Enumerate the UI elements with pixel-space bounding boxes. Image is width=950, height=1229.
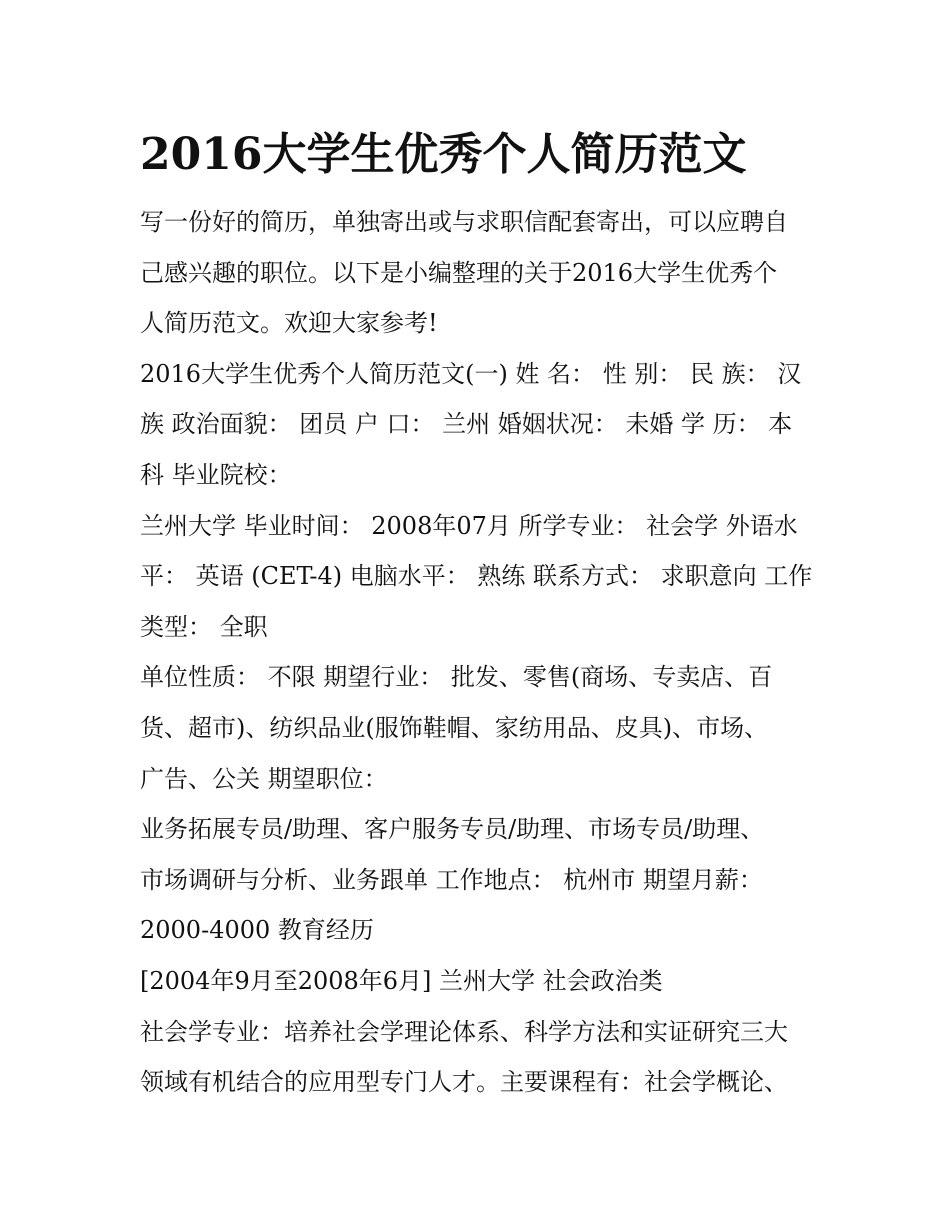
paragraph — [140, 1015, 820, 1116]
paragraph — [140, 660, 820, 812]
text-line: 兰州大学 毕业时间： 2008年07月 所学专业： 社会学 外语水 — [140, 511, 798, 540]
text-line: 领域有机结合的应用型专门人才。主要课程有：社会学概论、 — [140, 1068, 788, 1097]
paragraph — [140, 509, 820, 661]
document-body — [140, 205, 820, 1116]
text-line: 类型： 全职 — [140, 612, 268, 641]
text-line: 己感兴趣的职位。以下是小编整理的关于2016大学生优秀个 — [140, 258, 778, 287]
paragraph — [140, 812, 820, 964]
text-line: 2016大学生优秀个人简历范文(一) 姓 名： 性 别： 民 族： 汉 — [140, 359, 802, 388]
text-line: 写一份好的简历，单独寄出或与求职信配套寄出，可以应聘自 — [140, 208, 788, 236]
paragraph — [140, 357, 820, 509]
text-line: 族 政治面貌： 团员 户 口： 兰州 婚姻状况： 未婚 学 历： 本 — [140, 410, 793, 439]
text-line: 货、超市)、纺织品业(服饰鞋帽、家纺用品、皮具)、市场、 — [140, 713, 769, 742]
text-line: 2000-4000 教育经历 — [140, 916, 374, 945]
text-line: 广告、公关 期望职位： — [140, 764, 388, 793]
text-line: 人简历范文。欢迎大家参考! — [140, 309, 438, 338]
text-line: [2004年9月至2008年6月] 兰州大学 社会政治类 — [140, 966, 663, 995]
paragraph — [140, 964, 820, 1015]
text-line: 科 毕业院校： — [140, 460, 292, 489]
text-line: 社会学专业：培养社会学理论体系、科学方法和实证研究三大 — [140, 1017, 788, 1046]
text-line: 市场调研与分析、业务跟单 工作地点： 杭州市 期望月薪： — [140, 865, 763, 894]
paragraph — [140, 205, 820, 357]
text-line: 单位性质： 不限 期望行业： 批发、零售(商场、专卖店、百 — [140, 663, 773, 692]
document-title: 2016大学生优秀个人简历范文 — [140, 129, 747, 180]
text-line: 平： 英语 (CET-4) 电脑水平： 熟练 联系方式： 求职意向 工作 — [140, 562, 813, 591]
text-line: 业务拓展专员/助理、客户服务专员/助理、市场专员/助理、 — [140, 815, 765, 844]
